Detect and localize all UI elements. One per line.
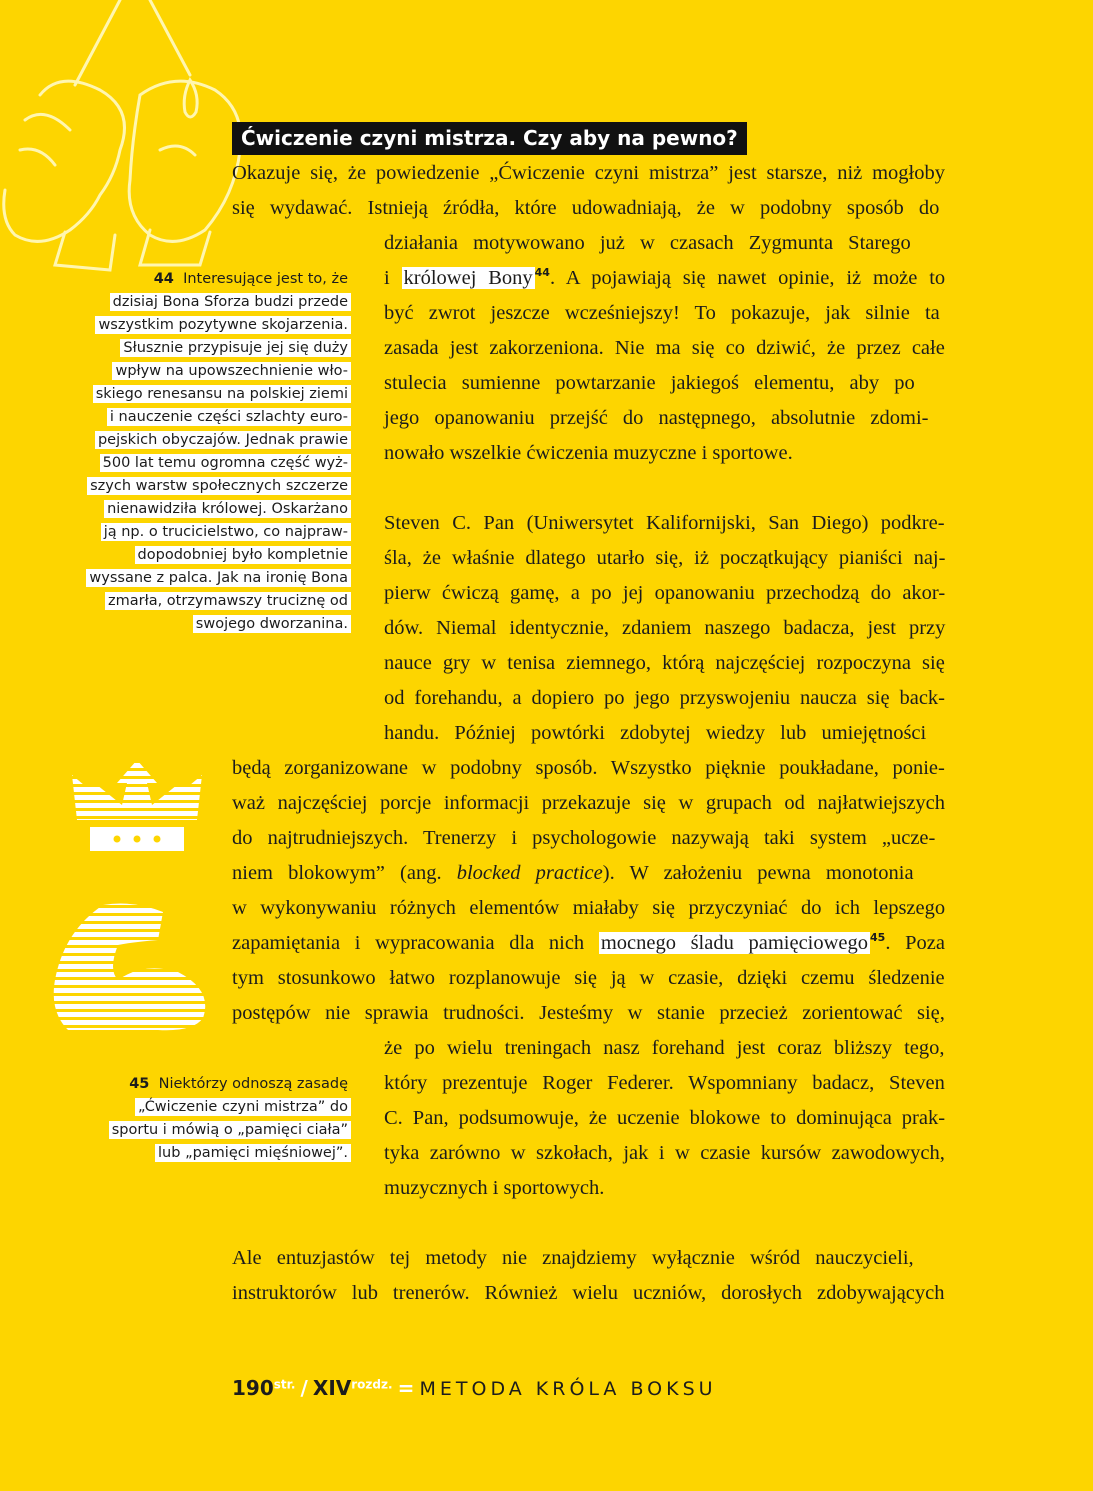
text-segment: . A pojawiają się nawet opinie, iż może to [549,267,946,289]
text-segment: i [384,267,402,289]
chapter-number: XIV [312,1376,352,1400]
footnote-text: wpływ na upowszechnienie wło- [112,362,351,380]
footnote-reference: 44 [534,266,550,280]
body-line [384,648,945,678]
page-number-suffix: str. [273,1377,296,1392]
chapter-suffix: rozdz. [351,1377,393,1392]
footnote-line [86,268,351,290]
footnote-line [109,1073,351,1095]
footnote-text: wszystkim pozytywne skojarzenia. [95,316,351,334]
body-line [232,158,945,188]
footnote-text: ją np. o trucicielstwo, co najpraw- [101,523,351,541]
body-line [384,683,945,713]
footer-slash: / [300,1376,308,1400]
footnote-number: 45 [129,1076,150,1092]
footnote-text: nienawidziła królowej. Oskarżano [104,500,351,518]
text-segment: będą zorganizowane w podobny sposób. Wszystko pięknie poukładane, ponie- [232,757,945,779]
text-segment: Steven C. Pan (Uniwersytet Kalifornijski, San Diego) podkre- [384,512,945,534]
text-segment: tym stosunkowo łatwo rozplanowuje się ją w czasie, dzięki czemu śledzenie [232,967,945,989]
footnote-text: wyssane z palca. Jak na ironię Bona [86,569,351,587]
text-segment: muzycznych i sportowych. [384,1177,605,1199]
footnote-line [109,1142,351,1164]
body-line [232,998,945,1028]
footnote-line [86,590,351,612]
footnote-44 [86,268,351,636]
footer-equals: = [397,1376,415,1400]
footnote-text: Interesujące jest to, że [183,271,348,287]
body-line [384,1068,945,1098]
body-line [384,508,945,538]
footnote-45 [109,1073,351,1165]
body-line [232,1278,945,1308]
body-line [232,193,939,223]
text-segment: zapamiętania i wypracowania dla nich [232,932,599,954]
page-number: 190 [232,1376,274,1400]
body-line [384,1138,945,1168]
text-segment: Ale entuzjastów tej metody nie znajdziemy wyłącznie wśród nauczycieli, [232,1247,914,1269]
body-line [384,228,911,258]
footnote-text: dzisiaj Bona Sforza budzi przede [110,293,351,311]
book-title: METODA KRÓLA BOKSU [419,1378,717,1400]
body-line [384,718,926,748]
text-segment: do najtrudniejszych. Trenerzy i psychologowie nazywają taki system „ucze- [232,827,936,849]
body-line [384,298,940,328]
footnote-line [86,452,351,474]
highlighted-phrase: królowej Bony [403,267,533,289]
body-line [384,1103,945,1133]
body-line [384,1173,604,1203]
boxing-gloves-icon [0,0,250,300]
highlighted-phrase: mocnego śladu pamięciowego [600,932,869,954]
text-segment: C. Pan, podsumowuje, że uczenie blokowe to dominująca prak- [384,1107,946,1129]
footnote-text: swojego dworzanina. [193,615,351,633]
text-segment: działania motywowano już w czasach Zygmunta Starego [384,232,911,254]
flexed-arm-icon [48,900,213,1035]
text-segment: od forehandu, a dopiero po jego przyswojeniu naucza się back- [384,687,946,709]
text-segment: dów. Niemal identycznie, zdaniem naszego badacza, jest przy [384,617,946,639]
footnote-text: Słusznie przypisuje jej się duży [120,339,351,357]
body-line [384,438,793,468]
body-line [384,263,945,293]
body-line [232,858,914,888]
text-segment: się wydawać. Istnieją źródła, które udowadniają, że w podobny sposób do [232,197,940,219]
footnote-line [86,613,351,635]
body-line [232,893,945,923]
text-segment: Okazuje się, że powiedzenie „Ćwiczenie czyni mistrza” jest starsze, niż mogłoby [232,162,945,184]
text-segment: w wykonywaniu różnych elementów miałaby się przyczyniać do ich lepszego [232,897,946,919]
body-line [232,928,945,958]
body-line [384,1033,945,1063]
footnote-line [86,544,351,566]
crown-icon [62,755,212,855]
footnote-line [86,383,351,405]
text-segment: stulecia sumienne powtarzanie jakiegoś elementu, aby po [384,372,915,394]
footnote-line [86,360,351,382]
body-line [384,368,915,398]
footnote-text: Niektórzy odnoszą zasadę [158,1076,348,1092]
footnote-line [86,498,351,520]
footnote-line [86,475,351,497]
footnote-line [86,406,351,428]
body-line [384,543,945,573]
text-segment: że po wielu treningach nasz forehand jest coraz bliższy tego, [384,1037,945,1059]
text-segment: który prezentuje Roger Federer. Wspomniany badacz, Steven [384,1072,945,1094]
footnote-number: 44 [153,271,174,287]
footnote-line [86,567,351,589]
body-line [232,823,935,853]
footnote-text: lub „pamięci mięśniowej”. [155,1144,351,1162]
text-segment: . Poza [885,932,945,954]
footnote-text: dopodobniej było kompletnie [135,546,351,564]
body-line [384,613,945,643]
footnote-line [86,521,351,543]
text-segment: pierw ćwiczą gamę, a po jej opanowaniu przechodzą do akor- [384,582,946,604]
footnote-text: skiego renesansu na polskiej ziemi [93,385,351,403]
text-segment: tyka zarówno w szkołach, jak i w czasie kursów zawodowych, [384,1142,945,1164]
text-segment: jego opanowaniu przejść do następnego, absolutnie zdomi- [384,407,929,429]
footnote-line [86,429,351,451]
body-line [384,578,945,608]
page-footer [232,1376,717,1400]
footnote-line [86,291,351,313]
body-line [384,333,945,363]
footnote-text: zmarła, otrzymawszy truciznę od [105,592,351,610]
footnote-text: sportu i mówią o „pamięci ciała” [109,1121,351,1139]
text-segment: nowało wszelkie ćwiczenia muzyczne i sportowe. [384,442,793,464]
section-heading: Ćwiczenie czyni mistrza. Czy aby na pewno? [232,122,747,155]
text-segment: instruktorów lub trenerów. Również wielu uczniów, dorosłych zdobywających [232,1282,945,1304]
footnote-reference: 45 [870,931,886,945]
footnote-line [109,1096,351,1118]
footnote-line [86,314,351,336]
footnote-text: i nauczenie części szlachty euro- [107,408,351,426]
body-line [232,1243,914,1273]
footnote-line [86,337,351,359]
footnote-text: „Ćwiczenie czyni mistrza” do [135,1098,351,1116]
text-segment: niem blokowym” (ang. [232,862,457,884]
text-segment: waż najczęściej porcje informacji przekazuje się w grupach od najłatwiejszych [232,792,946,814]
text-segment: zasada jest zakorzeniona. Nie ma się co dziwić, że przez całe [384,337,945,359]
body-line [232,963,945,993]
body-line [232,753,945,783]
body-line [232,788,945,818]
text-segment: postępów nie sprawia trudności. Jesteśmy w stanie przecież zorientować się, [232,1002,945,1024]
footnote-text: szych warstw społecznych szczerze [87,477,351,495]
text-segment: śla, że właśnie dlatego utarło się, iż początkujący pianiści naj- [384,547,946,569]
footnote-text: pejskich obyczajów. Jednak prawie [95,431,351,449]
body-line [384,403,928,433]
italic-phrase: blocked practice [456,862,603,884]
footnote-text: 500 lat temu ogromna część wyż- [100,454,351,472]
text-segment: być zwrot jeszcze wcześniejszy! To pokazuje, jak silnie ta [384,302,940,324]
footnote-line [109,1119,351,1141]
text-segment: handu. Później powtórki zdobytej wiedzy lub umiejętności [384,722,927,744]
text-segment: nauce gry w tenisa ziemnego, którą najczęściej rozpoczyna się [384,652,945,674]
text-segment: ). W założeniu pewna monotonia [602,862,914,884]
